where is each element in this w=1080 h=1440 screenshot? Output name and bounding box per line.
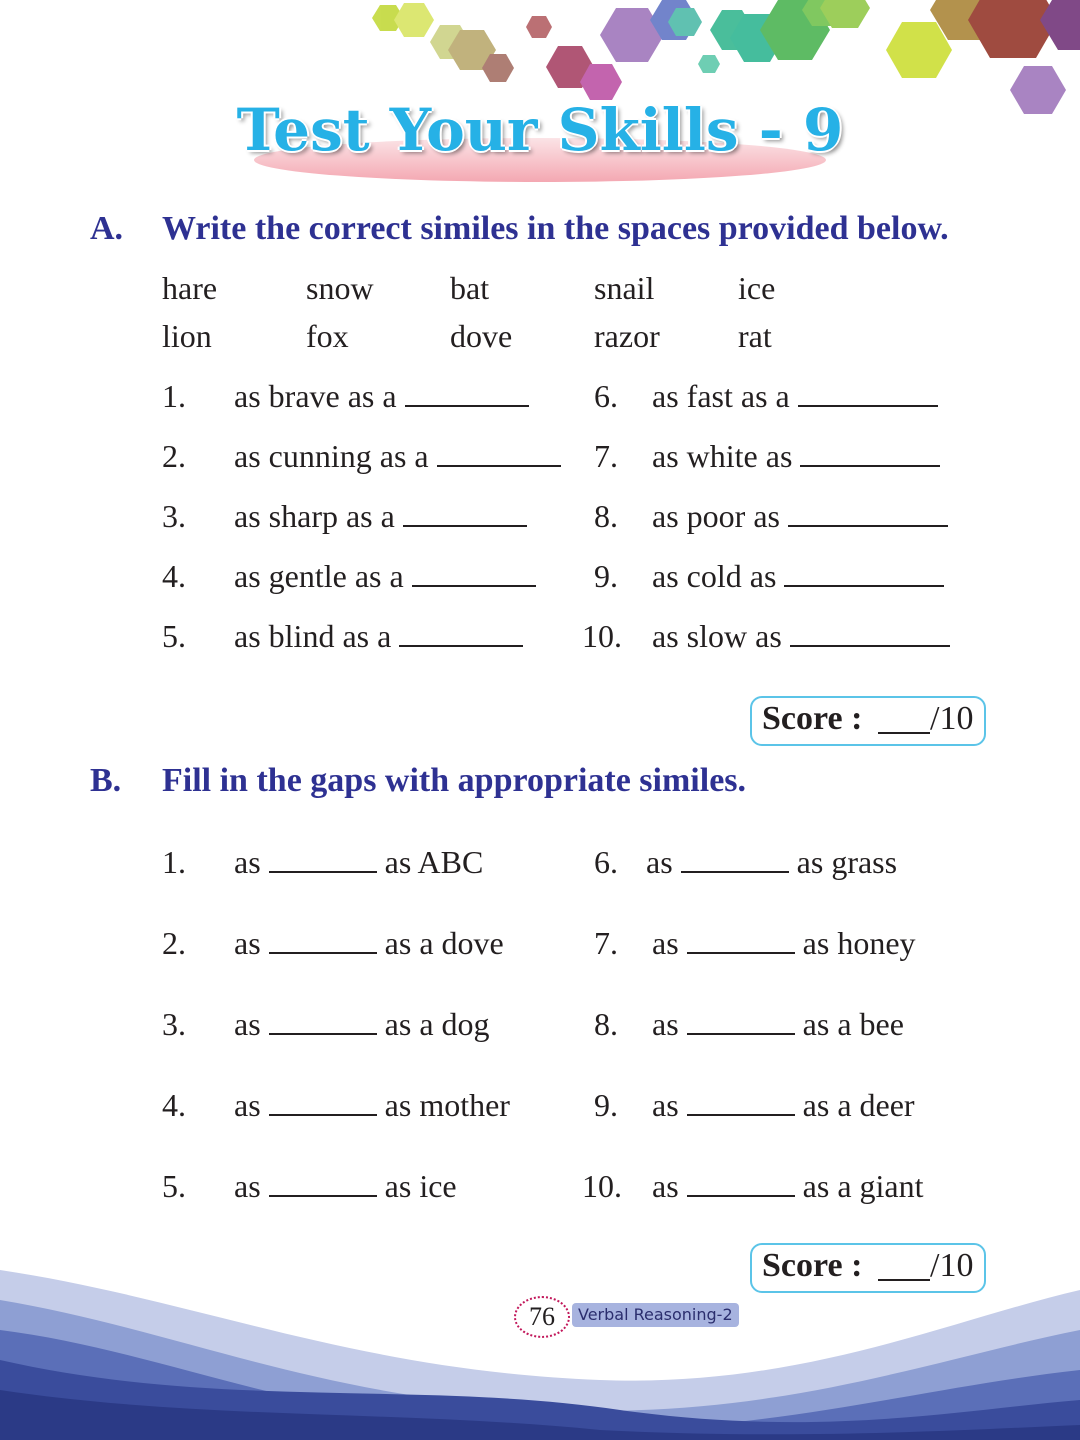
item-number: 7. <box>594 438 618 474</box>
gap-post: as ABC <box>384 844 484 880</box>
item-number: 6. <box>594 378 618 414</box>
word-bank-word: hare <box>162 270 218 306</box>
section-b-instruction: Fill in the gaps with appropriate similes. <box>162 762 747 799</box>
answer-blank[interactable] <box>269 1009 377 1035</box>
item-number: 10. <box>582 618 622 654</box>
gap-pre: as <box>234 1087 261 1123</box>
simile-text: as cunning as a <box>234 438 429 474</box>
answer-blank[interactable] <box>399 621 523 647</box>
answer-blank[interactable] <box>403 501 527 527</box>
section-a-heading <box>90 210 990 250</box>
item-number: 2. <box>162 438 186 474</box>
section-b-heading <box>90 762 990 802</box>
gap-post: as a bee <box>802 1006 904 1042</box>
word-bank-word: dove <box>450 318 513 354</box>
item-number: 3. <box>162 1006 186 1042</box>
simile-text: as slow as <box>652 618 782 654</box>
gap-item <box>652 1087 915 1124</box>
gap-post: as a dog <box>384 1006 490 1042</box>
gap-item <box>234 844 483 881</box>
score-total: /10 <box>930 1247 974 1284</box>
gap-pre: as <box>234 925 261 961</box>
gap-item <box>652 1168 924 1205</box>
item-number: 8. <box>594 498 618 534</box>
word-bank-word: snow <box>306 270 374 306</box>
page-number: 76 <box>514 1296 570 1338</box>
simile-text: as cold as <box>652 558 777 594</box>
answer-blank[interactable] <box>269 847 377 873</box>
item-number: 2. <box>162 925 186 961</box>
gap-pre: as <box>234 1006 261 1042</box>
word-bank-word: lion <box>162 318 212 354</box>
simile-text: as fast as a <box>652 378 790 414</box>
gap-pre: as <box>646 844 673 880</box>
item-number: 1. <box>162 378 186 414</box>
gap-post: as mother <box>384 1087 510 1123</box>
gap-post: as a dove <box>384 925 504 961</box>
item-number: 1. <box>162 844 186 880</box>
gap-item <box>234 1168 457 1205</box>
gap-item <box>234 1087 510 1124</box>
answer-blank[interactable] <box>269 1171 377 1197</box>
gap-pre: as <box>652 925 679 961</box>
score-label: Score : <box>762 1247 863 1284</box>
gap-post: as ice <box>384 1168 457 1204</box>
gap-item <box>234 925 504 962</box>
item-number: 5. <box>162 1168 186 1204</box>
section-b-letter: B. <box>90 762 122 799</box>
gap-post: as a deer <box>802 1087 915 1123</box>
score-total: /10 <box>930 700 974 737</box>
gap-item <box>234 1006 490 1043</box>
gap-post: as a giant <box>802 1168 924 1204</box>
simile-item <box>234 618 523 655</box>
item-number: 3. <box>162 498 186 534</box>
gap-item <box>646 844 897 881</box>
gap-pre: as <box>234 1168 261 1204</box>
answer-blank[interactable] <box>798 381 938 407</box>
simile-item <box>234 498 527 535</box>
answer-blank[interactable] <box>269 1090 377 1116</box>
item-number: 7. <box>594 925 618 961</box>
answer-blank[interactable] <box>687 1171 795 1197</box>
item-number: 4. <box>162 558 186 594</box>
gap-post: as honey <box>802 925 916 961</box>
simile-item <box>234 438 561 475</box>
answer-blank[interactable] <box>681 847 789 873</box>
answer-blank[interactable] <box>687 1090 795 1116</box>
simile-text: as gentle as a <box>234 558 404 594</box>
item-number: 8. <box>594 1006 618 1042</box>
answer-blank[interactable] <box>437 441 561 467</box>
item-number: 4. <box>162 1087 186 1123</box>
score-label: Score : <box>762 700 863 737</box>
simile-text: as sharp as a <box>234 498 395 534</box>
answer-blank[interactable] <box>790 621 950 647</box>
item-number: 6. <box>594 844 618 880</box>
gap-pre: as <box>652 1087 679 1123</box>
answer-blank[interactable] <box>800 441 940 467</box>
score-blank[interactable] <box>878 732 930 734</box>
answer-blank[interactable] <box>269 928 377 954</box>
section-a-letter: A. <box>90 210 124 247</box>
gap-pre: as <box>652 1006 679 1042</box>
word-bank-word: bat <box>450 270 490 306</box>
answer-blank[interactable] <box>687 1009 795 1035</box>
gap-item <box>652 1006 904 1043</box>
gap-item <box>652 925 916 962</box>
simile-item <box>652 558 944 595</box>
book-title: Verbal Reasoning-2 <box>572 1303 739 1327</box>
answer-blank[interactable] <box>788 501 948 527</box>
simile-item <box>652 498 948 535</box>
item-number: 9. <box>594 1087 618 1123</box>
word-bank-word: snail <box>594 270 655 306</box>
simile-item <box>234 558 536 595</box>
simile-item <box>652 618 950 655</box>
section-a-score-box <box>750 696 986 746</box>
section-b-score-box <box>750 1243 986 1293</box>
item-number: 5. <box>162 618 186 654</box>
simile-text: as blind as a <box>234 618 392 654</box>
gap-post: as grass <box>796 844 898 880</box>
simile-item <box>652 438 940 475</box>
word-bank-word: fox <box>306 318 349 354</box>
simile-text: as brave as a <box>234 378 397 414</box>
word-bank-word: razor <box>594 318 660 354</box>
item-number: 10. <box>582 1168 622 1204</box>
answer-blank[interactable] <box>687 928 795 954</box>
word-bank-word: ice <box>738 270 776 306</box>
simile-text: as poor as <box>652 498 780 534</box>
gap-pre: as <box>652 1168 679 1204</box>
page-title: Test Your Skills - 9 <box>236 96 844 164</box>
simile-item <box>652 378 938 415</box>
answer-blank[interactable] <box>405 381 529 407</box>
item-number: 9. <box>594 558 618 594</box>
word-bank-word: rat <box>738 318 772 354</box>
answer-blank[interactable] <box>412 561 536 587</box>
simile-text: as white as <box>652 438 793 474</box>
answer-blank[interactable] <box>784 561 944 587</box>
simile-item <box>234 378 529 415</box>
score-blank[interactable] <box>878 1279 930 1281</box>
gap-pre: as <box>234 844 261 880</box>
section-a-instruction: Write the correct similes in the spaces provided below. <box>162 210 949 247</box>
